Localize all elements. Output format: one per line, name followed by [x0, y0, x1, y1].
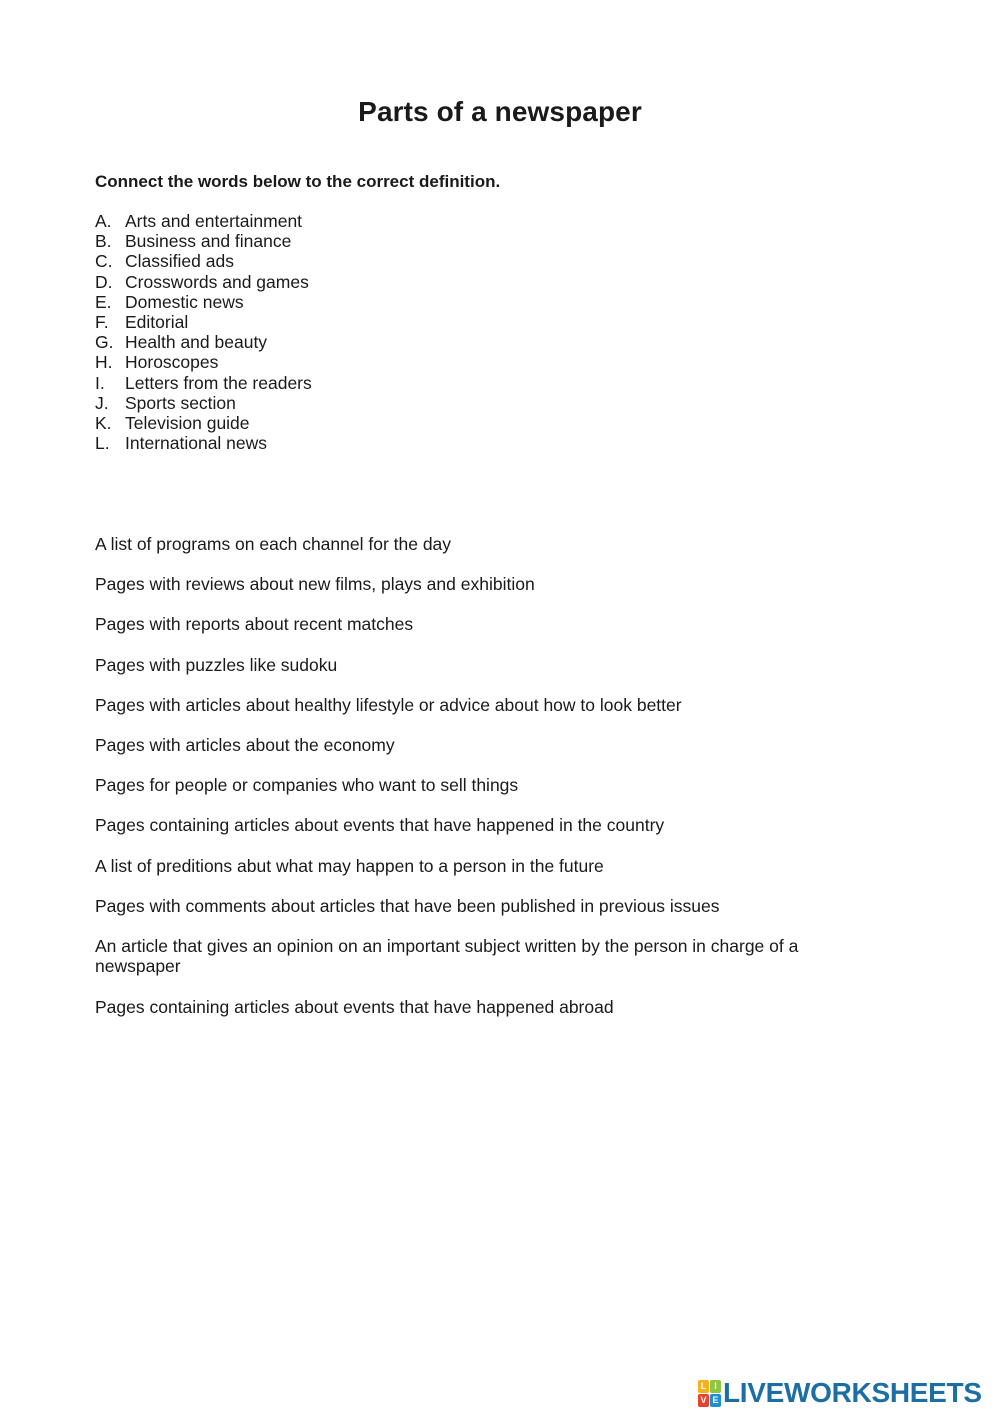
definition-item[interactable]: Pages containing articles about events that have happened abroad	[95, 996, 614, 1017]
logo-mark-icon	[698, 1380, 721, 1407]
term-item[interactable]	[95, 332, 312, 352]
term-text: Sports section	[125, 392, 236, 413]
logo-letter: I	[710, 1380, 721, 1393]
term-letter: G.	[95, 332, 114, 353]
term-item[interactable]	[95, 211, 312, 231]
term-text: Letters from the readers	[125, 372, 312, 393]
definition-item[interactable]: A list of preditions abut what may happen to a person in the future	[95, 855, 604, 876]
term-item[interactable]	[95, 352, 312, 372]
term-letter: A.	[95, 211, 112, 231]
term-item[interactable]	[95, 312, 312, 332]
term-item[interactable]	[95, 272, 312, 292]
definition-item[interactable]: An article that gives an opinion on an important subject written by the person in charge of a newspaper	[95, 935, 799, 977]
term-item[interactable]	[95, 393, 312, 413]
term-letter: C.	[95, 251, 113, 272]
definitions-list	[95, 534, 885, 1037]
term-letter: I.	[95, 372, 105, 393]
term-text: Classified ads	[125, 251, 234, 272]
term-text: Arts and entertainment	[125, 211, 303, 231]
liveworksheets-logo	[698, 1378, 982, 1408]
logo-letter: E	[710, 1394, 721, 1407]
page-title: Parts of a newspaper	[358, 96, 642, 127]
definition-item[interactable]: Pages containing articles about events that have happened in the country	[95, 815, 665, 836]
term-text: Health and beauty	[125, 332, 268, 353]
definition-item[interactable]: Pages with articles about healthy lifestyle or advice about how to look better	[95, 694, 682, 715]
term-item[interactable]	[95, 413, 312, 433]
term-item[interactable]	[95, 373, 312, 393]
term-text: Editorial	[125, 312, 189, 333]
term-item[interactable]	[95, 251, 312, 271]
term-letter: F.	[95, 312, 109, 333]
term-item[interactable]	[95, 231, 312, 251]
definition-item[interactable]: Pages with reports about recent matches	[95, 614, 414, 635]
definition-item[interactable]: Pages with puzzles like sudoku	[95, 654, 338, 675]
instruction-text: Connect the words below to the correct definition.	[95, 172, 501, 191]
logo-letter: L	[698, 1380, 709, 1393]
term-letter: H.	[95, 352, 113, 373]
brand-name: LIVEWORKSHEETS	[723, 1377, 982, 1408]
term-letter: K.	[95, 413, 112, 434]
term-letter: B.	[95, 231, 112, 252]
definition-item[interactable]: Pages with articles about the economy	[95, 734, 395, 755]
definition-item[interactable]: Pages with comments about articles that have been published in previous issues	[95, 895, 720, 916]
term-text: Television guide	[125, 413, 250, 434]
term-letter: E.	[95, 291, 112, 312]
term-text: Crosswords and games	[125, 271, 309, 292]
terms-list	[95, 211, 312, 453]
term-text: Horoscopes	[125, 352, 219, 373]
definition-item[interactable]: A list of programs on each channel for the day	[95, 534, 452, 554]
term-item[interactable]	[95, 433, 312, 453]
term-text: Domestic news	[125, 291, 244, 312]
term-letter: J.	[95, 392, 109, 413]
term-letter: D.	[95, 271, 113, 292]
term-text: International news	[125, 433, 268, 454]
term-text: Business and finance	[125, 231, 292, 252]
definition-item[interactable]: Pages with reviews about new films, plays and exhibition	[95, 574, 535, 595]
definition-item[interactable]: Pages for people or companies who want to sell things	[95, 775, 519, 796]
logo-letter: V	[698, 1394, 709, 1407]
term-item[interactable]	[95, 292, 312, 312]
term-letter: L.	[95, 433, 110, 454]
